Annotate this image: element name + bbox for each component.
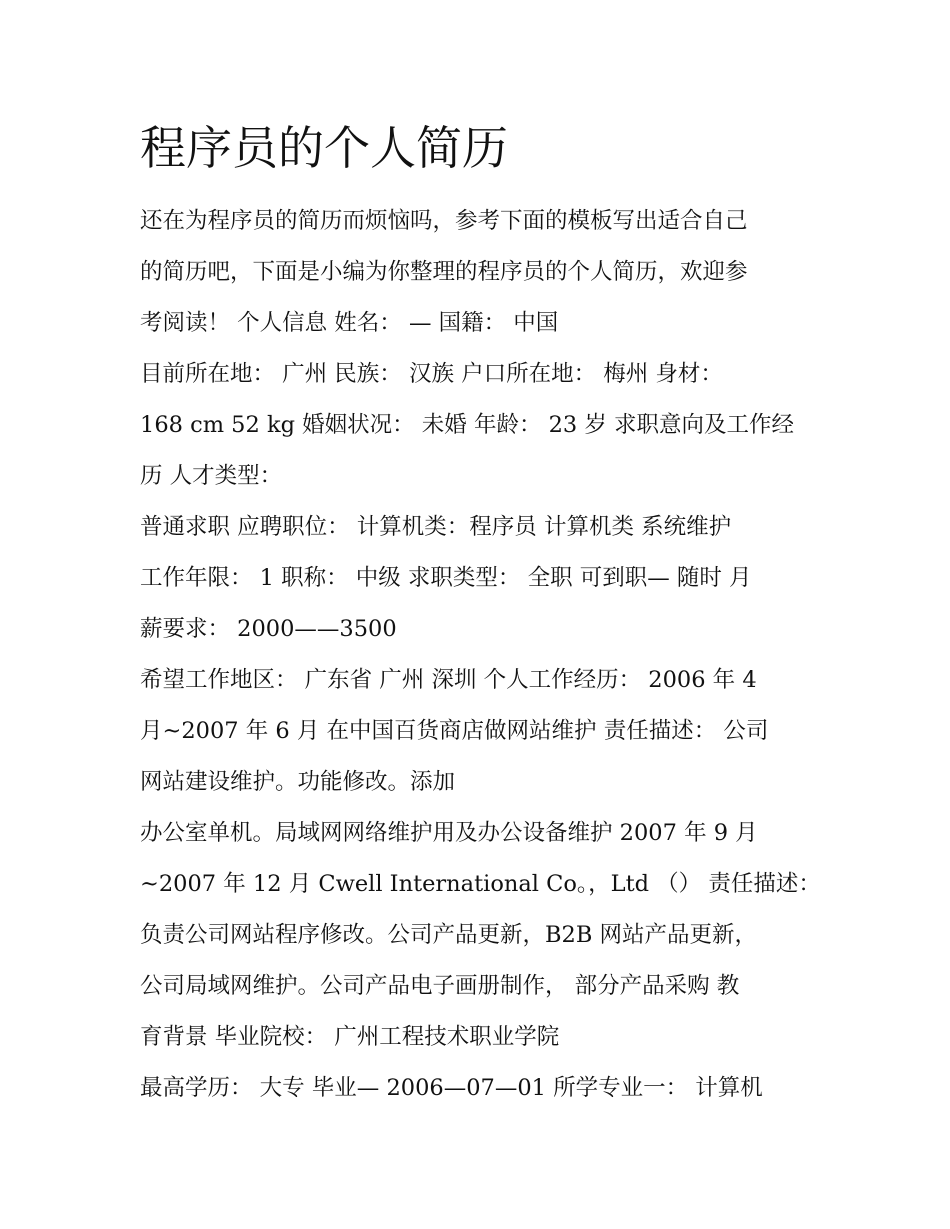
document-title: 程序员的个人简历 [140, 121, 508, 175]
body-line: 育背景 毕业院校： 广州工程技术职业学院 [140, 1024, 560, 1050]
body-line: 普通求职 应聘职位： 计算机类：程序员 计算机类 系统维护 [140, 514, 732, 540]
document-body [140, 196, 820, 1114]
body-line: 网站建设维护。功能修改。添加 [140, 769, 456, 795]
body-line: 168 cm 52 kg 婚姻状况： 未婚 年龄： 23 岁 求职意向及工作经 [140, 412, 795, 438]
body-line: 历 人才类型： [140, 463, 283, 489]
body-line: 薪要求： 2000——3500 [140, 616, 397, 642]
body-line: 月~2007 年 6 月 在中国百货商店做网站维护 责任描述： 公司 [140, 718, 769, 744]
body-line: 的简历吧，下面是小编为你整理的程序员的个人简历，欢迎参 [140, 259, 748, 285]
body-line: 考阅读！ 个人信息 姓名： — 国籍： 中国 [140, 310, 559, 336]
body-line: 负责公司网站程序修改。公司产品更新，B2B 网站产品更新， [140, 922, 758, 948]
body-line: 办公室单机。局域网网络维护用及办公设备维护 2007 年 9 月 [140, 820, 758, 846]
body-line: ~2007 年 12 月 Cwell International Co。，Ltd （） 责任描述： [140, 871, 821, 897]
body-line: 最高学历： 大专 毕业— 2006—07—01 所学专业一： 计算机 [140, 1075, 763, 1101]
body-line: 还在为程序员的简历而烦恼吗，参考下面的模板写出适合自己 [140, 208, 748, 234]
body-line: 工作年限： 1 职称： 中级 求职类型： 全职 可到职— 随时 月 [140, 565, 752, 591]
body-line: 目前所在地： 广州 民族： 汉族 户口所在地： 梅州 身材： [140, 361, 723, 387]
body-line: 公司局域网维护。公司产品电子画册制作， 部分产品采购 教 [140, 973, 740, 999]
body-line: 希望工作地区： 广东省 广州 深圳 个人工作经历： 2006 年 4 [140, 667, 757, 693]
